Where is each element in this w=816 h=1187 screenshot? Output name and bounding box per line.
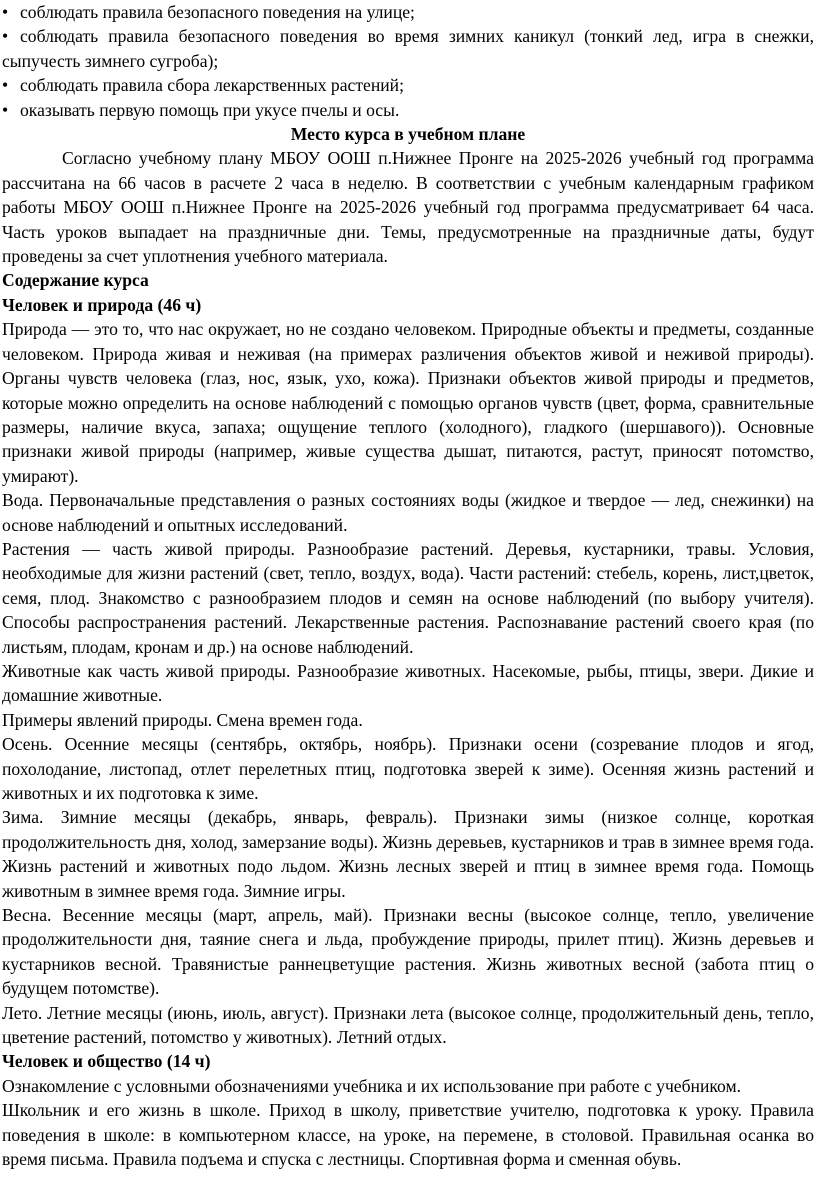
place-paragraph: Согласно учебному плану МБОУ ООШ п.Нижнее Пронге на 2025-2026 учебный год программа рассчитана на 66 часов в расчете 2 часа в неделю. В соответствии с учебным календарным графиком работы МБОУ ООШ п.Нижнее Пронге на 2025-2026 учебный год программа предусматривает 64 часа. Часть уроков выпадает на праздничные дни. Темы, предусмотренные на праздничные даты, будут проведены за счет уплотнения учебного материала. xyxy=(2,148,814,267)
bullet-mark: • xyxy=(2,99,9,120)
section-heading-nature: Человек и природа (46 ч) xyxy=(2,294,202,315)
paragraph: Растения — часть живой природы. Разнообразие растений. Деревья, кустарники, травы. Условия, необходимые для жизни растений (свет, тепло, воздух, вода). Части растений: стебель, корень, лист,цветок, семя, плод. Знакомство с разнообразием плодов и семян на основе наблюдений (по выбору учителя). Способы распространения растений. Лекарственные растения. Распознавание растений своего края (по листьям, плодам, кронам и др.) на основе наблюдений. xyxy=(2,538,814,657)
bullet-item xyxy=(2,73,814,97)
paragraph: Лето. Летние месяцы (июнь, июль, август). Признаки лета (высокое солнце, продолжительный день, тепло, цветение растений, потомство у животных). Летний отдых. xyxy=(2,1002,814,1048)
bullet-text: соблюдать правила сбора лекарственных растений; xyxy=(20,75,404,96)
bullet-item xyxy=(2,98,814,122)
bullet-text: соблюдать правила безопасного поведения во время зимних каникул (тонкий лед, игра в снежки, сыпучесть зимнего сугроба); xyxy=(2,26,814,71)
bullet-mark: • xyxy=(2,75,9,96)
paragraph: Животные как часть живой природы. Разнообразие животных. Насекомые, рыбы, птицы, звери. Дикие и домашние животные. xyxy=(2,660,814,706)
bullet-text: оказывать первую помощь при укусе пчелы и осы. xyxy=(20,99,400,120)
content-heading: Содержание курса xyxy=(2,270,149,291)
paragraph: Весна. Весенние месяцы (март, апрель, май). Признаки весны (высокое солнце, тепло, увеличение продолжительности дня, таяние снега и льда, пробуждение природы, прилет птиц). Жизнь деревьев и кустарников весной. Травянистые раннецветущие растения. Жизнь животных весной (забота птиц о будущем потомстве). xyxy=(2,905,814,999)
bullet-item xyxy=(2,0,814,24)
bullet-mark: • xyxy=(2,26,9,47)
place-heading: Место курса в учебном плане xyxy=(290,124,526,145)
paragraph: Ознакомление с условными обозначениями учебника и их использование при работе с учебником. xyxy=(2,1075,742,1096)
paragraph: Школьник и его жизнь в школе. Приход в школу, приветствие учителю, подготовка к уроку. Правила поведения в школе: в компьютерном классе, на уроке, на перемене, в столовой. Правильная осанка во время письма. Правила подъема и спуска с лестницы. Спортивная форма и сменная обувь. xyxy=(2,1100,814,1170)
bullet-text: соблюдать правила безопасного поведения на улице; xyxy=(20,2,415,22)
paragraph: Примеры явлений природы. Смена времен года. xyxy=(2,709,363,730)
paragraph: Осень. Осенние месяцы (сентябрь, октябрь, ноябрь). Признаки осени (созревание плодов и ягод, похолодание, листопад, отлет перелетных птиц, подготовка зверей к зиме). Осенняя жизнь растений и животных и их подготовка к зиме. xyxy=(2,734,814,803)
paragraph: Зима. Зимние месяцы (декабрь, январь, февраль). Признаки зимы (низкое солнце, короткая продолжительность дня, холод, замерзание воды). Жизнь деревьев, кустарников и трав в зимнее время года. Жизнь растений и животных подо льдом. Жизнь лесных зверей и птиц в зимнее время года. Помощь животным в зимнее время года. Зимние игры. xyxy=(2,807,814,901)
paragraph: Вода. Первоначальные представления о разных состояниях воды (жидкое и твердое — лед, снежинки) на основе наблюдений и опытных исследований. xyxy=(2,490,814,535)
bullet-mark: • xyxy=(2,2,9,22)
bullet-item xyxy=(2,24,814,73)
paragraph: Природа — это то, что нас окружает, но не создано человеком. Природные объекты и предметы, созданные человеком. Природа живая и неживая (на примерах различения объектов живой и неживой природы). Органы чувств человека (глаз, нос, язык, ухо, кожа). Признаки объектов живой природы и предметов, которые можно определить на основе наблюдений с помощью органов чувств (цвет, форма, сравнительные размеры, наличие вкуса, запаха; ощущение теплого (холодного), гладкого (шершавого)). Основные признаки живой природы (например, живые существа дышат, питаются, растут, приносят потомство, умирают). xyxy=(2,319,814,486)
section-heading-society: Человек и общество (14 ч) xyxy=(2,1051,211,1072)
